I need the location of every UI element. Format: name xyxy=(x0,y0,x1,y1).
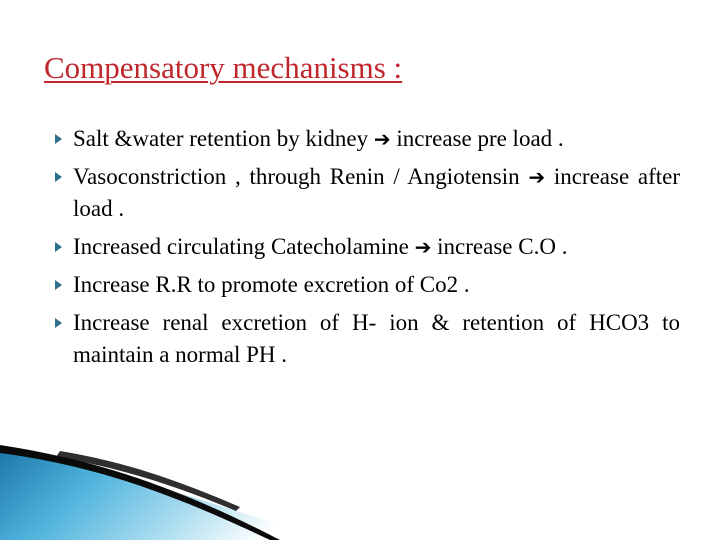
slide-title: Compensatory mechanisms : xyxy=(44,50,403,85)
bullet-item xyxy=(55,161,680,225)
bullet-arrow-icon xyxy=(55,318,62,328)
bullet-list xyxy=(55,123,680,377)
decorative-swoosh xyxy=(0,445,720,540)
bullet-text: Increase R.R to promote excretion of Co2 . xyxy=(73,272,470,297)
bullet-arrow-icon xyxy=(55,172,62,182)
right-arrow-icon: ➔ xyxy=(414,235,432,259)
bullet-text-continued: increase C.O . xyxy=(431,234,568,259)
bullet-text: Increased circulating Catecholamine xyxy=(73,234,415,259)
bullet-item xyxy=(55,123,680,155)
bullet-text: Increase renal excretion of H- ion & retention of HCO3 to maintain a normal PH . xyxy=(73,310,680,367)
bullet-arrow-icon xyxy=(55,134,62,144)
bullet-text: Salt &water retention by kidney xyxy=(73,126,374,151)
bullet-arrow-icon xyxy=(55,242,62,252)
bullet-item xyxy=(55,307,680,371)
bullet-arrow-icon xyxy=(55,280,62,290)
right-arrow-icon: ➔ xyxy=(528,165,546,189)
bullet-text: Vasoconstriction , through Renin / Angiotensin xyxy=(73,164,529,189)
bullet-item xyxy=(55,269,680,301)
right-arrow-icon: ➔ xyxy=(373,127,391,151)
bullet-text-continued: increase pre load . xyxy=(390,126,564,151)
bullet-item xyxy=(55,231,680,263)
bullet-text-continued: increase after load . xyxy=(73,164,680,221)
